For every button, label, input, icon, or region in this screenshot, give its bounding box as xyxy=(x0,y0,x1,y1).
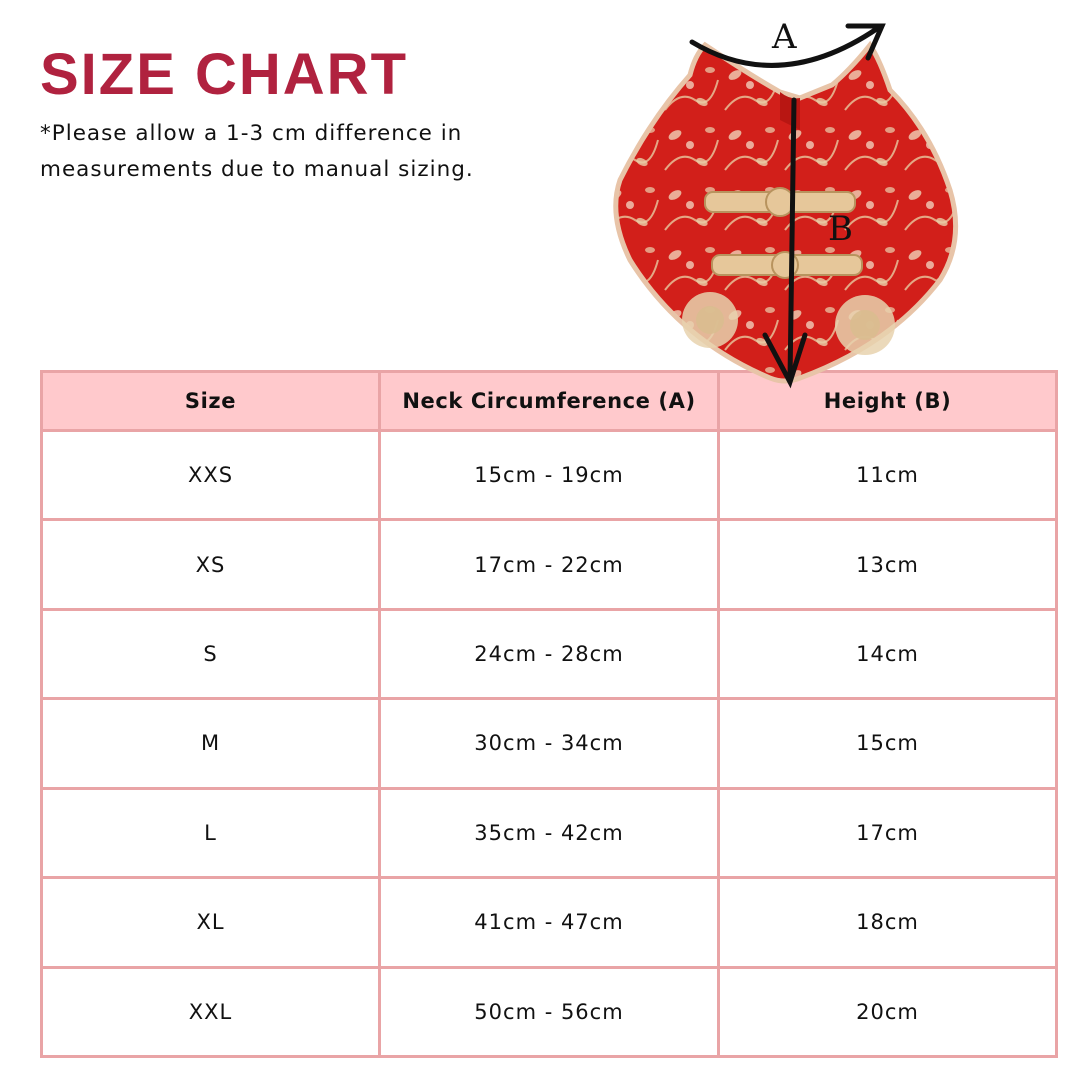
cell-height: 13cm xyxy=(719,520,1057,609)
cell-size: XS xyxy=(42,520,380,609)
cell-size: S xyxy=(42,609,380,698)
cell-size: XL xyxy=(42,878,380,967)
table-row xyxy=(42,609,1057,698)
page-title: SIZE CHART xyxy=(40,42,408,107)
table-row xyxy=(42,520,1057,609)
table-row xyxy=(42,967,1057,1056)
cell-size: L xyxy=(42,788,380,877)
cell-height: 18cm xyxy=(719,878,1057,967)
cell-neck: 41cm - 47cm xyxy=(380,878,719,967)
column-header-height: Height (B) xyxy=(719,372,1057,431)
label-b: B xyxy=(828,209,853,249)
cell-neck: 30cm - 34cm xyxy=(380,699,719,788)
cell-height: 17cm xyxy=(719,788,1057,877)
label-a: A xyxy=(772,17,797,57)
cell-neck: 24cm - 28cm xyxy=(380,609,719,698)
table-row xyxy=(42,878,1057,967)
sizing-disclaimer: *Please allow a 1-3 cm difference in measurements due to manual sizing. xyxy=(40,121,474,182)
cell-size: M xyxy=(42,699,380,788)
column-header-neck: Neck Circumference (A) xyxy=(380,372,719,431)
cell-height: 14cm xyxy=(719,609,1057,698)
cell-height: 11cm xyxy=(719,431,1057,520)
column-header-size: Size xyxy=(42,372,380,431)
cell-size: XXL xyxy=(42,967,380,1056)
cell-height: 15cm xyxy=(719,699,1057,788)
cell-neck: 35cm - 42cm xyxy=(380,788,719,877)
cell-neck: 50cm - 56cm xyxy=(380,967,719,1056)
table-row xyxy=(42,788,1057,877)
size-table xyxy=(40,370,1058,1058)
jacket-illustration xyxy=(600,0,980,390)
cell-neck: 17cm - 22cm xyxy=(380,520,719,609)
cell-size: XXS xyxy=(42,431,380,520)
table-row xyxy=(42,699,1057,788)
table-row xyxy=(42,431,1057,520)
cell-neck: 15cm - 19cm xyxy=(380,431,719,520)
cell-height: 20cm xyxy=(719,967,1057,1056)
